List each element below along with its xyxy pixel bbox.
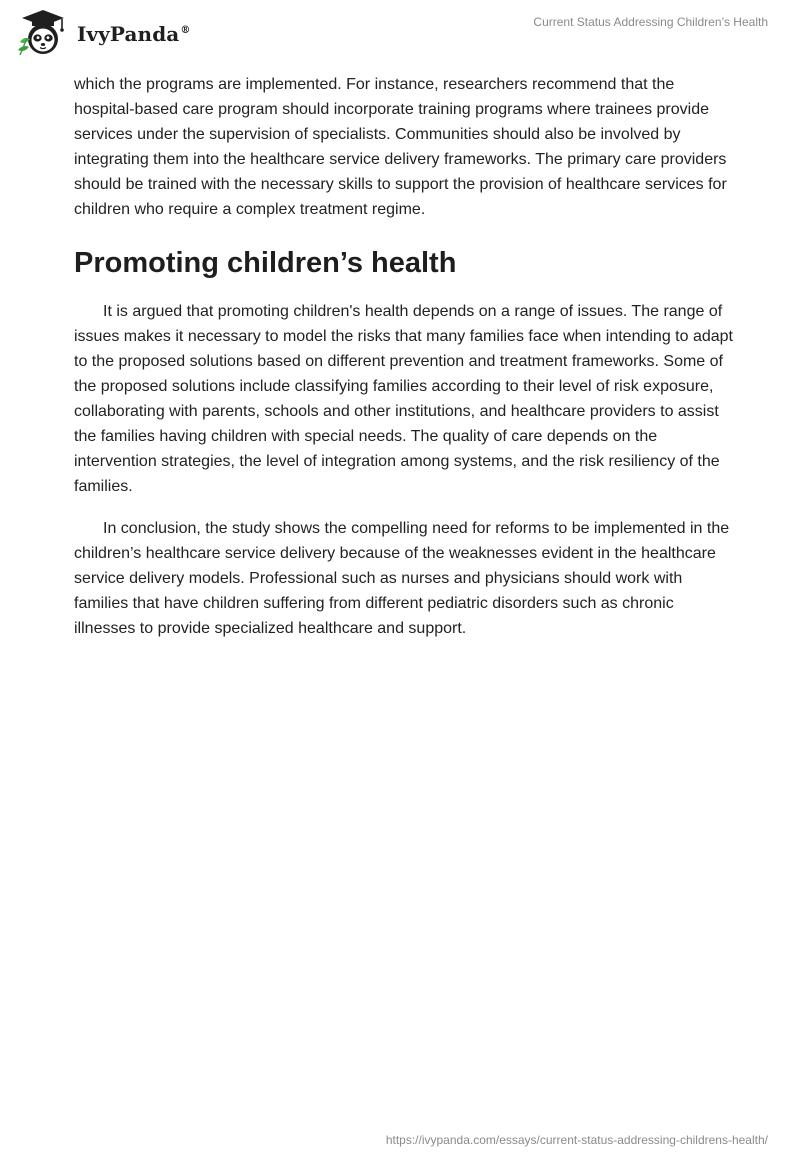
paragraph: In conclusion, the study shows the compelling need for reforms to be implemented in the children’s healthcare service delivery because of the weaknesses evident in the healthcare service delivery models. Professional such as nurses and physicians should work with families that have children suffering from different pediatric disorders such as chronic illnesses to provide specialized healthcare and support. xyxy=(74,520,730,637)
paragraph-gap xyxy=(74,499,734,516)
running-title: Current Status Addressing Children’s Health xyxy=(533,15,768,29)
logo-wordmark: IvyPanda® xyxy=(77,22,191,46)
paragraph-continued: which the programs are implemented. For instance, researchers recommend that the hospital-based care program should incorporate training programs where trainees provide services under the supervision of specialists. Communities should also be involved by integrating them into the healthcare service delivery frameworks. The primary care providers should be trained with the necessary skills to support the provision of healthcare services for children who require a complex treatment regime. xyxy=(74,76,727,218)
section-heading: Promoting children’s health xyxy=(74,247,457,279)
source-url[interactable]: https://ivypanda.com/essays/current-status-addressing-childrens-health/ xyxy=(385,1133,768,1147)
essay-content xyxy=(74,72,734,641)
panda-logo-icon xyxy=(14,8,72,58)
ivypanda-logo[interactable] xyxy=(14,8,190,58)
paragraph: It is argued that promoting children's health depends on a range of issues. The range of issues makes it necessary to model the risks that many families face when intending to adapt to the proposed solutions based on different prevention and treatment frameworks. Some of the proposed solutions include classifying families according to their level of risk exposure, collaborating with parents, schools and other institutions, and healthcare providers to assist the families having children with special needs. The quality of care depends on the intervention strategies, the level of integration among systems, and the risk resiliency of the families. xyxy=(74,303,733,495)
page-header xyxy=(0,0,800,70)
